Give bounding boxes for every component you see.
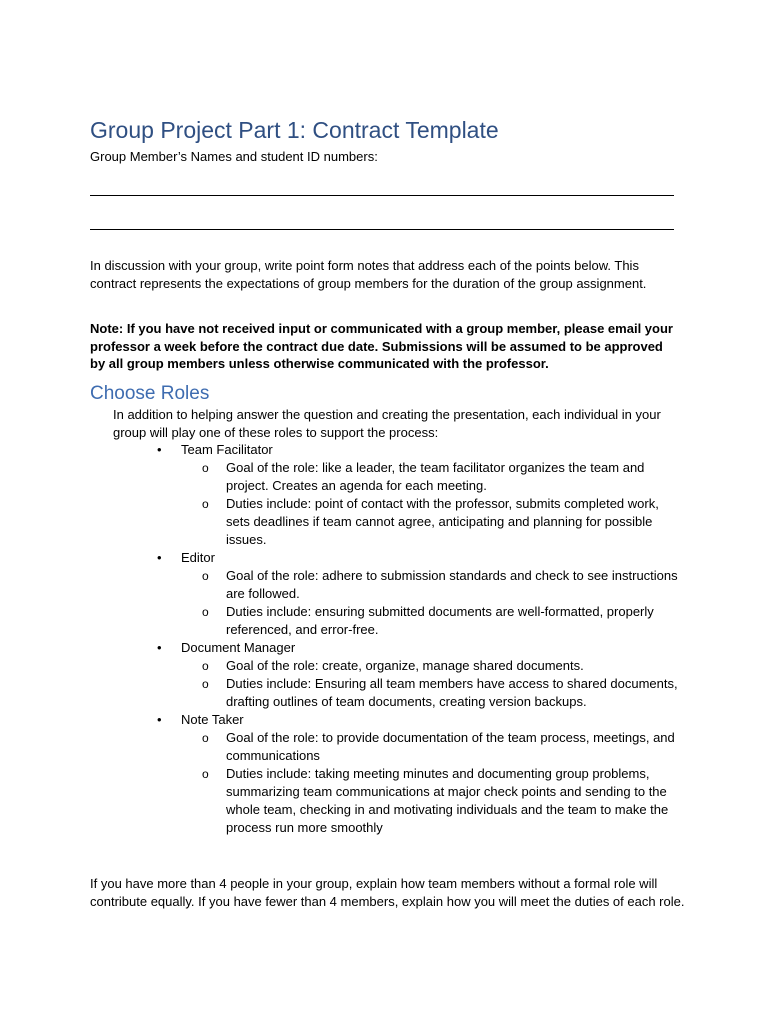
role-point: o Duties include: point of contact with the professor, submits completed work, sets deadlines if team cannot agree, anticipating and planning for possible issues.: [202, 496, 659, 547]
role-item-note-taker: [0, 711, 768, 837]
member-entry-line-1: [90, 195, 674, 196]
circle-bullet-icon: o: [202, 731, 209, 745]
role-name: Editor: [181, 550, 215, 565]
role-point: o Duties include: Ensuring all team members have access to shared documents, drafting outlines of team documents, creating version backups.: [202, 676, 678, 709]
role-item-document-manager: [0, 639, 768, 711]
role-point: o Goal of the role: create, organize, manage shared documents.: [202, 658, 584, 673]
section-heading-choose-roles: Choose Roles: [90, 383, 210, 404]
role-name: Team Facilitator: [181, 442, 273, 457]
roles-intro: In addition to helping answer the question and creating the presentation, each individual in your group will play one of these roles to support the process:: [113, 407, 661, 440]
role-point: o Duties include: ensuring submitted documents are well-formatted, properly referenced, and error-free.: [202, 604, 654, 637]
bullet-icon: •: [157, 712, 162, 727]
closing-paragraph: If you have more than 4 people in your group, explain how team members without a formal role will contribute equally. If you have fewer than 4 members, explain how you will meet the duties of each role.: [90, 876, 685, 909]
circle-bullet-icon: o: [202, 659, 209, 673]
role-item-team-facilitator: [0, 441, 768, 549]
circle-bullet-icon: o: [202, 497, 209, 511]
circle-bullet-icon: o: [202, 677, 209, 691]
role-point: o Goal of the role: to provide documentation of the team process, meetings, and communications: [202, 730, 675, 763]
members-prompt: Group Member’s Names and student ID numbers:: [90, 149, 378, 164]
bullet-icon: •: [157, 442, 162, 457]
note-paragraph: Note: If you have not received input or communicated with a group member, please email your professor a week before the contract due date. Submissions will be assumed to be approved by all group members unless otherwise communicated with the professor.: [90, 321, 673, 371]
role-name: Note Taker: [181, 712, 244, 727]
circle-bullet-icon: o: [202, 569, 209, 583]
bullet-icon: •: [157, 640, 162, 655]
circle-bullet-icon: o: [202, 767, 209, 781]
circle-bullet-icon: o: [202, 461, 209, 475]
role-point: o Goal of the role: like a leader, the team facilitator organizes the team and project. Creates an agenda for each meeting.: [202, 460, 645, 493]
circle-bullet-icon: o: [202, 605, 209, 619]
role-item-editor: [0, 549, 768, 639]
roles-list: [0, 441, 768, 837]
role-point: o Duties include: taking meeting minutes and documenting group problems, summarizing team communications at major check points and sending to the whole team, checking in and motivating individuals and the team to make the process run more smoothly: [202, 766, 669, 835]
bullet-icon: •: [157, 550, 162, 565]
role-name: Document Manager: [181, 640, 296, 655]
instructions-paragraph: In discussion with your group, write point form notes that address each of the points below. This contract represents the expectations of group members for the duration of the group assignment.: [90, 258, 647, 291]
page-title: Group Project Part 1: Contract Template: [90, 117, 499, 143]
member-entry-line-2: [90, 229, 674, 230]
role-point: o Goal of the role: adhere to submission standards and check to see instructions are followed.: [202, 568, 678, 601]
